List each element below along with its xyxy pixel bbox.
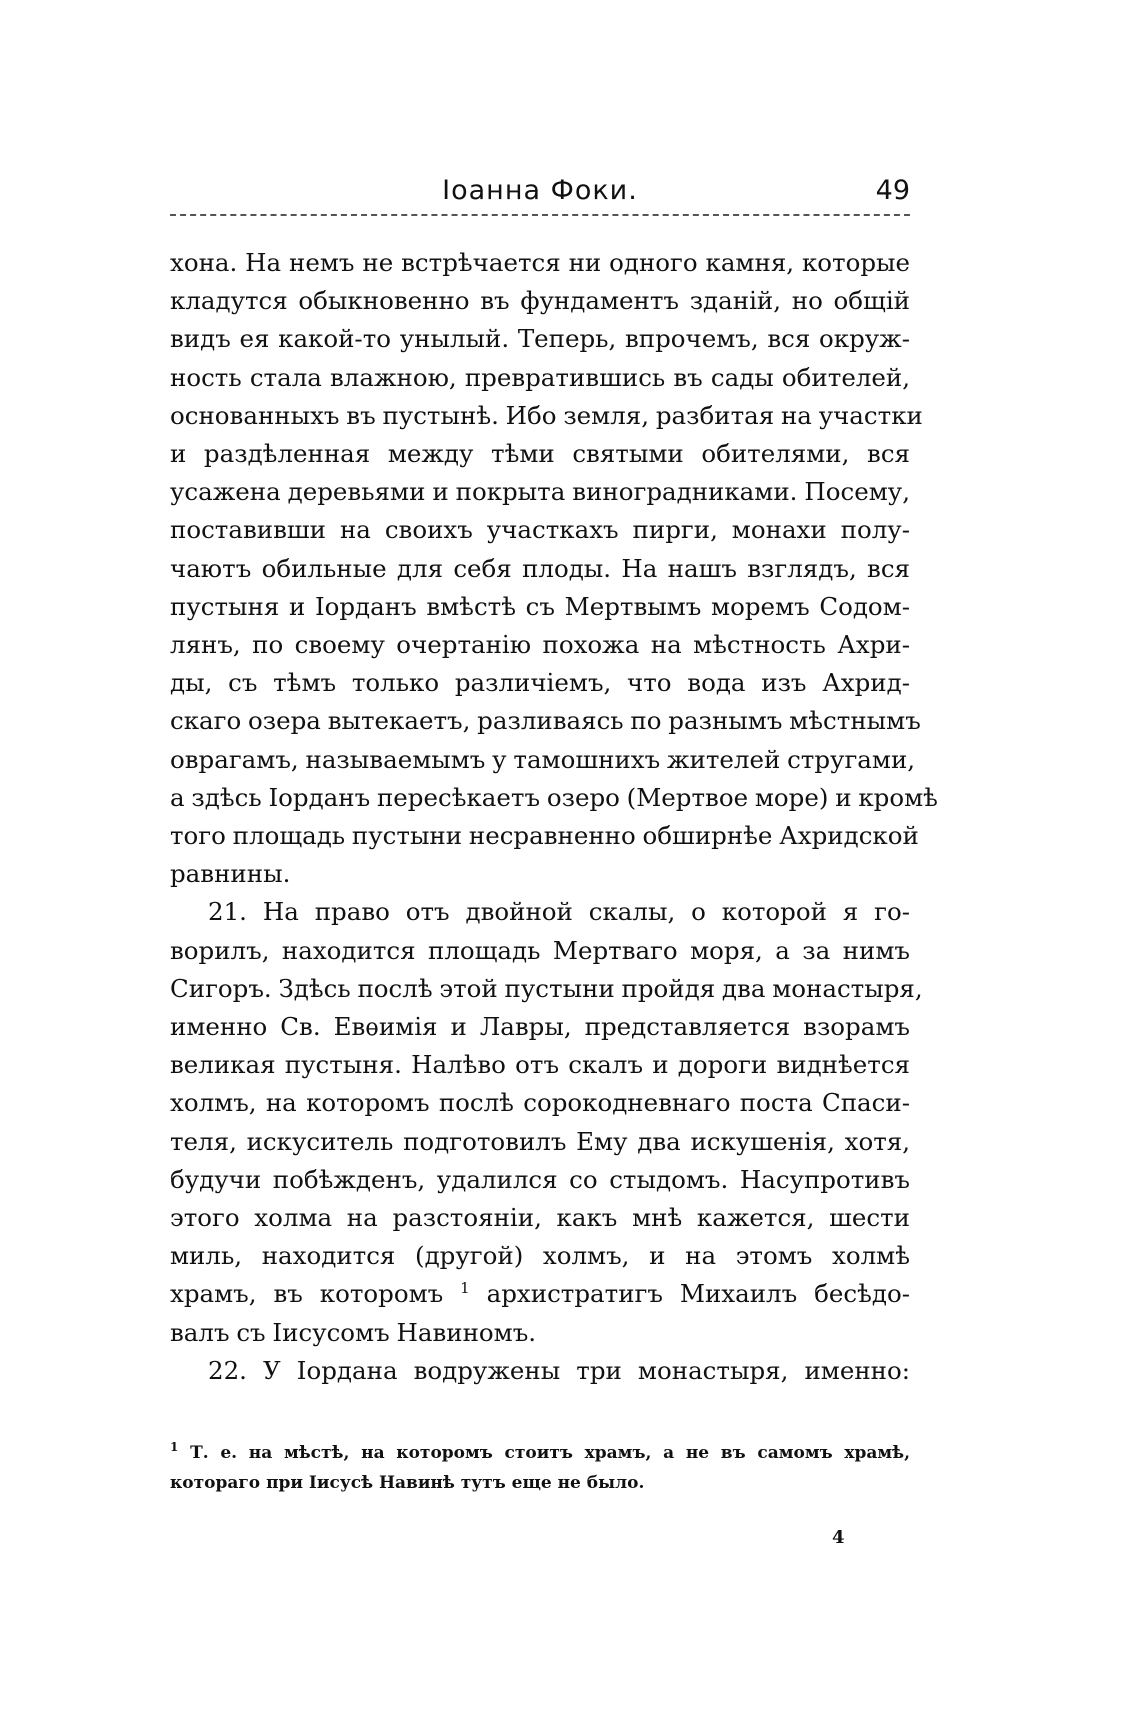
header-rule [170, 214, 910, 216]
text-line: а здѣсь Іорданъ пересѣкаетъ озеро (Мертвое море) и кромѣ [170, 782, 938, 812]
text-line: и раздѣленная между тѣми святыми обителями, вся [170, 439, 910, 469]
text-line: хона. На немъ не встрѣчается ни одного камня, которые [170, 248, 910, 277]
text-line: великая пустыня. Налѣво отъ скалъ и дороги виднѣется [170, 1050, 910, 1080]
paragraph-21 [170, 893, 923, 1351]
text-line: холмъ, на которомъ послѣ сорокодневнаго поста Спаси- [170, 1088, 910, 1118]
footnote-line: котораго при Іисусѣ Навинѣ тутъ еще не было. [170, 1473, 645, 1493]
footnote-reference: 1 [460, 1279, 470, 1298]
text-line: оврагамъ, называемымъ у тамошнихъ жителей стругами, [170, 744, 916, 774]
footnote-marker: 1 [170, 1440, 179, 1454]
text-line: именно Св. Евѳимія и Лавры, представляется взорамъ [170, 1012, 910, 1042]
text-line: видъ ея какой-то унылый. Теперь, впрочемъ, вся окруж- [170, 324, 910, 354]
footnote [170, 1438, 910, 1498]
text-line: равнины. [170, 859, 291, 889]
text-line: пустыня и Іорданъ вмѣстѣ съ Мертвымъ моремъ Содом- [170, 591, 910, 621]
text-segment: храмъ, въ которомъ [170, 1279, 444, 1309]
text-line: теля, искуситель подготовилъ Ему два искушенія, хотя, [170, 1126, 910, 1156]
signature-mark: 4 [832, 1527, 845, 1548]
text-line: усажена деревьями и покрыта виноградниками. Посему, [170, 477, 910, 507]
text-line: чаютъ обильные для себя плоды. На нашъ взглядъ, вся [170, 553, 910, 583]
text-line: кладутся обыкновенно въ фундаментъ зданій, но общій [170, 286, 910, 316]
text-line: ность стала влажною, превратившись въ сады обителей, [170, 362, 910, 392]
text-line: этого холма на разстояніи, какъ мнѣ кажется, шести [170, 1203, 910, 1233]
text-line: лянъ, по своему очертанію похожа на мѣстность Ахри- [170, 630, 910, 660]
text-line: Сигоръ. Здѣсь послѣ этой пустыни пройдя два монастыря, [170, 973, 923, 1003]
text-line-indented [170, 1352, 910, 1390]
paragraph-22 [170, 1352, 910, 1390]
text-line-content: 21. На право отъ двойной скалы, о которой я го- [208, 897, 910, 927]
text-line: будучи побѣжденъ, удалился со стыдомъ. Насупротивъ [170, 1164, 910, 1194]
text-line: основанныхъ въ пустынѣ. Ибо земля, разбитая на участки [170, 400, 923, 430]
text-line: валъ съ Іисусомъ Навиномъ. [170, 1317, 537, 1347]
text-line: миль, находится (другой) холмъ, и на этомъ холмѣ [170, 1241, 910, 1271]
text-line: скаго озера вытекаетъ, разливаясь по разнымъ мѣстнымъ [170, 706, 921, 736]
paragraph-1 [170, 244, 938, 893]
running-title: Іоанна Фоки. [442, 175, 638, 206]
text-line-indented [170, 893, 910, 931]
text-segment: архистратигъ Михаилъ бесѣдо- [486, 1279, 910, 1309]
text-line: того площадь пустыни несравненно обширнѣе Ахридской [170, 821, 919, 851]
footnote-line [170, 1438, 910, 1468]
text-line-content: 22. У Іордана водружены три монастыря, именно: [208, 1355, 910, 1385]
text-line: ды, съ тѣмъ только различіемъ, что вода изъ Ахрид- [170, 668, 910, 698]
text-line: ворилъ, находится площадь Мертваго моря, а за нимъ [170, 935, 910, 965]
text-line-with-footnote [170, 1275, 910, 1313]
running-head [170, 174, 910, 218]
body-text [170, 244, 938, 1390]
text-line: поставивши на своихъ участкахъ пирги, монахи полу- [170, 515, 910, 545]
page-number: 49 [875, 175, 910, 206]
footnote-text: Т. е. на мѣстѣ, на которомъ стоитъ храмъ, а не въ самомъ храмѣ, [190, 1443, 911, 1463]
